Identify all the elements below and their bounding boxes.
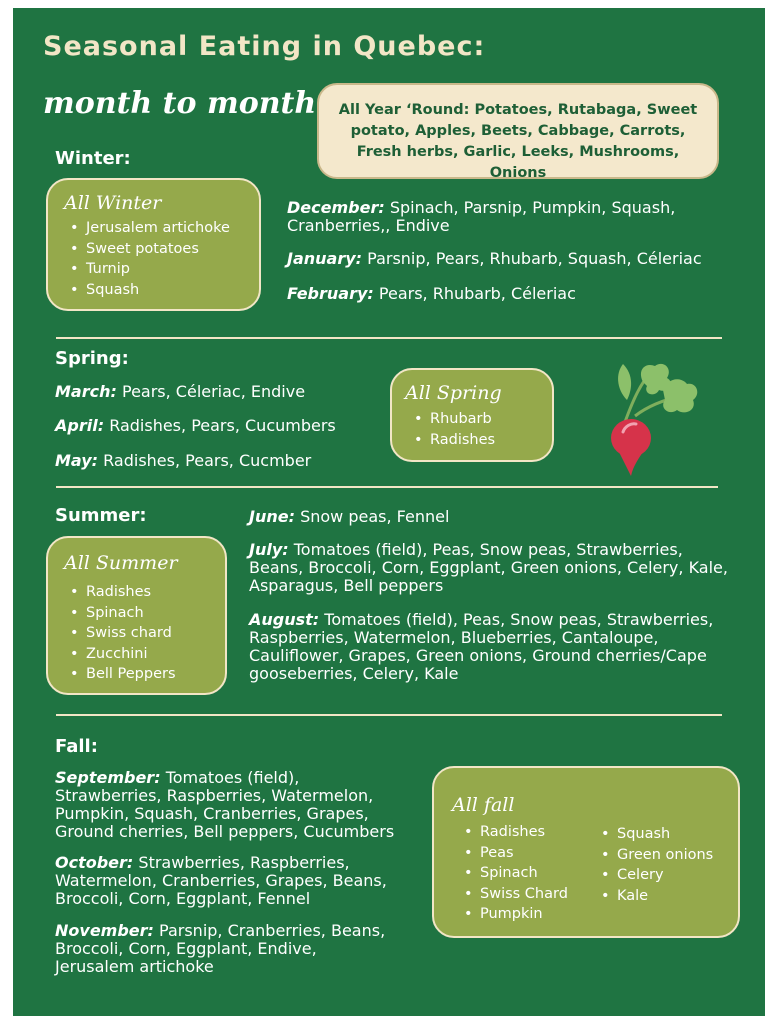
- month-october: [55, 854, 410, 908]
- divider: [56, 714, 722, 716]
- month-december: [287, 199, 727, 235]
- month-label: October:: [55, 853, 134, 872]
- radish-icon: [603, 360, 703, 478]
- all-summer-box: [46, 536, 227, 695]
- month-august: [249, 611, 719, 683]
- list-item: • Radishes: [86, 582, 176, 603]
- all-winter-box: [46, 178, 261, 311]
- month-label: May:: [55, 451, 99, 470]
- month-produce: Tomatoes (field), Strawberries, Raspberries, Watermelon, Pumpkin, Squash, Cranberries, Grapes, Ground cherries, Bell peppers, Cucumbers: [55, 768, 395, 841]
- all-fall-title: All fall: [452, 794, 515, 816]
- month-produce: Snow peas, Fennel: [300, 507, 450, 526]
- month-produce: Strawberries, Raspberries, Watermelon, Cranberries, Grapes, Beans, Broccoli, Corn, Eggplant, Fennel: [55, 853, 387, 908]
- month-produce: Tomatoes (field), Peas, Snow peas, Strawberries, Beans, Broccoli, Corn, Eggplant, Green onions, Celery, Kale, Asparagus, Bell peppers: [249, 540, 728, 595]
- month-label: July:: [249, 540, 289, 559]
- list-item: • Celery: [617, 865, 713, 886]
- list-item: • Squash: [86, 280, 230, 301]
- list-item: • Jerusalem artichoke: [86, 218, 230, 239]
- month-label: August:: [249, 610, 320, 629]
- list-item: • Rhubarb: [430, 409, 495, 430]
- list-item: • Squash: [617, 824, 713, 845]
- month-label: September:: [55, 768, 161, 787]
- month-produce: Tomatoes (field), Peas, Snow peas, Strawberries, Raspberries, Watermelon, Blueberries, Cantaloupe, Cauliflower, Grapes, Green onions, Ground cherries/Cape gooseberries, Celery, Kale: [249, 610, 714, 683]
- month-label: February:: [287, 284, 374, 303]
- list-item: • Bell Peppers: [86, 664, 176, 685]
- divider: [56, 337, 722, 339]
- list-item: • Turnip: [86, 259, 230, 280]
- month-september: [55, 769, 405, 841]
- all-winter-title: All Winter: [64, 192, 162, 214]
- list-item: • Green onions: [617, 845, 713, 866]
- all-spring-title: All Spring: [405, 382, 502, 404]
- all-fall-box: [432, 766, 740, 938]
- all-fall-list-1: [462, 822, 568, 925]
- list-item: • Pumpkin: [480, 904, 568, 925]
- list-item: • Radishes: [480, 822, 568, 843]
- poster: [13, 8, 765, 1016]
- month-label: January:: [287, 249, 363, 268]
- month-label: March:: [55, 382, 117, 401]
- month-label: November:: [55, 921, 154, 940]
- month-produce: Parsnip, Pears, Rhubarb, Squash, Céleriac: [367, 249, 702, 268]
- month-produce: Radishes, Pears, Cucumbers: [109, 416, 336, 435]
- month-january: [287, 250, 737, 268]
- month-july: [249, 541, 734, 595]
- all-spring-box: [390, 368, 554, 462]
- month-produce: Spinach, Parsnip, Pumpkin, Squash, Cranberries,, Endive: [287, 198, 676, 235]
- all-year-text: All Year ‘Round: Potatoes, Rutabaga, Sweet potato, Apples, Beets, Cabbage, Carrots, Fresh herbs, Garlic, Leeks, Mushrooms, Onions: [338, 102, 698, 181]
- list-item: • Swiss chard: [86, 623, 176, 644]
- month-label: April:: [55, 416, 105, 435]
- month-june: [249, 508, 729, 526]
- month-produce: Pears, Céleriac, Endive: [121, 382, 306, 401]
- list-item: • Kale: [617, 886, 713, 907]
- month-produce: Radishes, Pears, Cucmber: [103, 451, 312, 470]
- list-item: • Swiss Chard: [480, 884, 568, 905]
- divider: [56, 486, 718, 488]
- list-item: • Spinach: [480, 863, 568, 884]
- list-item: • Zucchini: [86, 644, 176, 665]
- month-produce: Parsnip, Cranberries, Beans, Broccoli, Corn, Eggplant, Endive, Jerusalem artichoke: [55, 921, 386, 976]
- month-march: [55, 383, 385, 401]
- list-item: • Radishes: [430, 430, 495, 451]
- all-summer-list: [68, 582, 176, 685]
- fall-heading: Fall:: [55, 736, 98, 757]
- month-november: [55, 922, 400, 976]
- month-label: June:: [249, 507, 295, 526]
- list-item: • Peas: [480, 843, 568, 864]
- all-summer-title: All Summer: [64, 552, 178, 574]
- all-winter-list: [68, 218, 230, 300]
- list-item: • Spinach: [86, 603, 176, 624]
- page-subtitle: month to month: [43, 86, 317, 121]
- spring-heading: Spring:: [55, 348, 129, 369]
- month-label: December:: [287, 198, 385, 217]
- all-spring-list: [412, 409, 495, 450]
- all-fall-list-2: [599, 824, 713, 906]
- month-may: [55, 452, 385, 470]
- month-april: [55, 417, 385, 435]
- summer-heading: Summer:: [55, 505, 147, 526]
- page-title: Seasonal Eating in Quebec:: [43, 31, 486, 62]
- all-year-box: [317, 83, 719, 179]
- month-february: [287, 285, 727, 303]
- winter-heading: Winter:: [55, 148, 131, 169]
- month-produce: Pears, Rhubarb, Céleriac: [378, 284, 576, 303]
- list-item: • Sweet potatoes: [86, 239, 230, 260]
